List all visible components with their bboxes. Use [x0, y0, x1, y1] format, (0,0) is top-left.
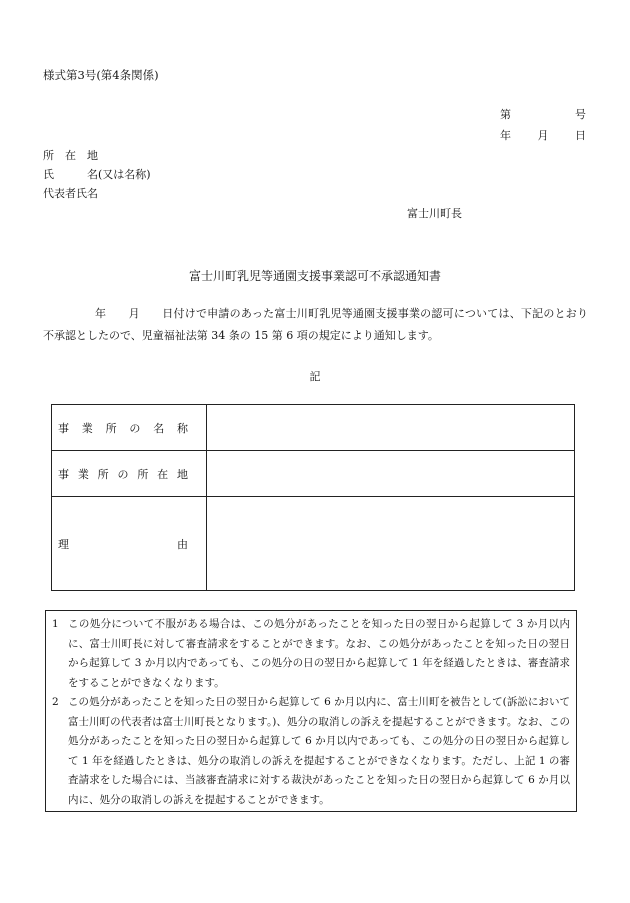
label-char: 名: [153, 421, 165, 435]
body-text: 年 月 日付けで申請のあった富士川町乳児等通園支援事業の認可については、下記のとおり不承認としたので、児童福祉法第 34 条の 15 第 6 項の規定により通知します。: [43, 307, 588, 342]
note-text: この処分について不服がある場合は、この処分があったことを知った日の翌日から起算して 3 か月以内に、富士川町長に対して審査請求をすることができます。なお、この処分があったことを知った日の翌日から起算して 3 か月以内であっても、この処分の日の翌日から起算して 1 年を経過したときは、審査請求をすることができなくなります。: [68, 618, 570, 689]
document-number: [500, 106, 586, 122]
label-char: の: [129, 421, 141, 435]
form-label: 様式第3号(第4条関係): [43, 68, 159, 82]
label-char: 事: [58, 421, 69, 435]
details-table: [51, 404, 575, 591]
name-label: 氏 名(又は名称): [43, 168, 151, 181]
ki-heading: 記: [309, 370, 321, 383]
reason-value: [207, 497, 575, 591]
note-item: [52, 615, 570, 693]
reason-label: [52, 497, 207, 591]
label-char: 地: [176, 467, 188, 481]
note-number: 2: [52, 696, 59, 708]
note-item: [52, 693, 570, 810]
label-char: 理: [58, 537, 69, 551]
label-char: 所: [137, 467, 149, 481]
label-char: 所: [97, 467, 109, 481]
issuer: 富士川町長: [407, 207, 462, 220]
label-char: 由: [177, 537, 188, 551]
label-char: の: [117, 467, 129, 481]
label-char: 所: [105, 421, 117, 435]
table-row: [52, 497, 575, 591]
table-row: [52, 405, 575, 451]
label-char: 在: [157, 467, 169, 481]
facility-name-value: [207, 405, 575, 451]
facility-address-value: [207, 451, 575, 497]
recipient-block: [43, 146, 151, 203]
number-suffix: 号: [575, 108, 586, 121]
facility-address-label: [52, 451, 207, 497]
label-char: 業: [81, 421, 93, 435]
date-year: 年: [500, 129, 511, 142]
label-char: 事: [58, 467, 69, 481]
address-label: 所 在 地: [43, 149, 98, 162]
label-char: 称: [176, 421, 188, 435]
facility-name-label: [52, 405, 207, 451]
table-row: [52, 451, 575, 497]
representative-label: 代表者氏名: [43, 187, 98, 200]
date-month: 月: [537, 129, 549, 142]
date-day: 日: [575, 129, 586, 142]
note-number: 1: [52, 618, 59, 630]
notes-box: [45, 610, 577, 812]
label-char: 業: [77, 467, 89, 481]
note-text: この処分があったことを知った日の翌日から起算して 6 か月以内に、富士川町を被告として(訴訟において富士川町の代表者は富士川町長となります。)、処分の取消しの訴えを提起することができます。なお、この処分があったことを知った日の翌日から起算して 6 か月以内であっても、この処分の日の翌日から起算して 1 年を経過したときは、処分の取消しの訴えを提起することができなくなります。ただし、上記 1 の審査請求をした場合には、当該審査請求に対する裁決があったことを知った日の翌日から起算して 6 か月以内に、処分の取消しの訴えを提起することができます。: [68, 696, 570, 806]
number-prefix: 第: [500, 108, 511, 121]
document-date: [500, 127, 586, 143]
document-title: 富士川町乳児等通園支援事業認可不承認通知書: [188, 269, 441, 283]
